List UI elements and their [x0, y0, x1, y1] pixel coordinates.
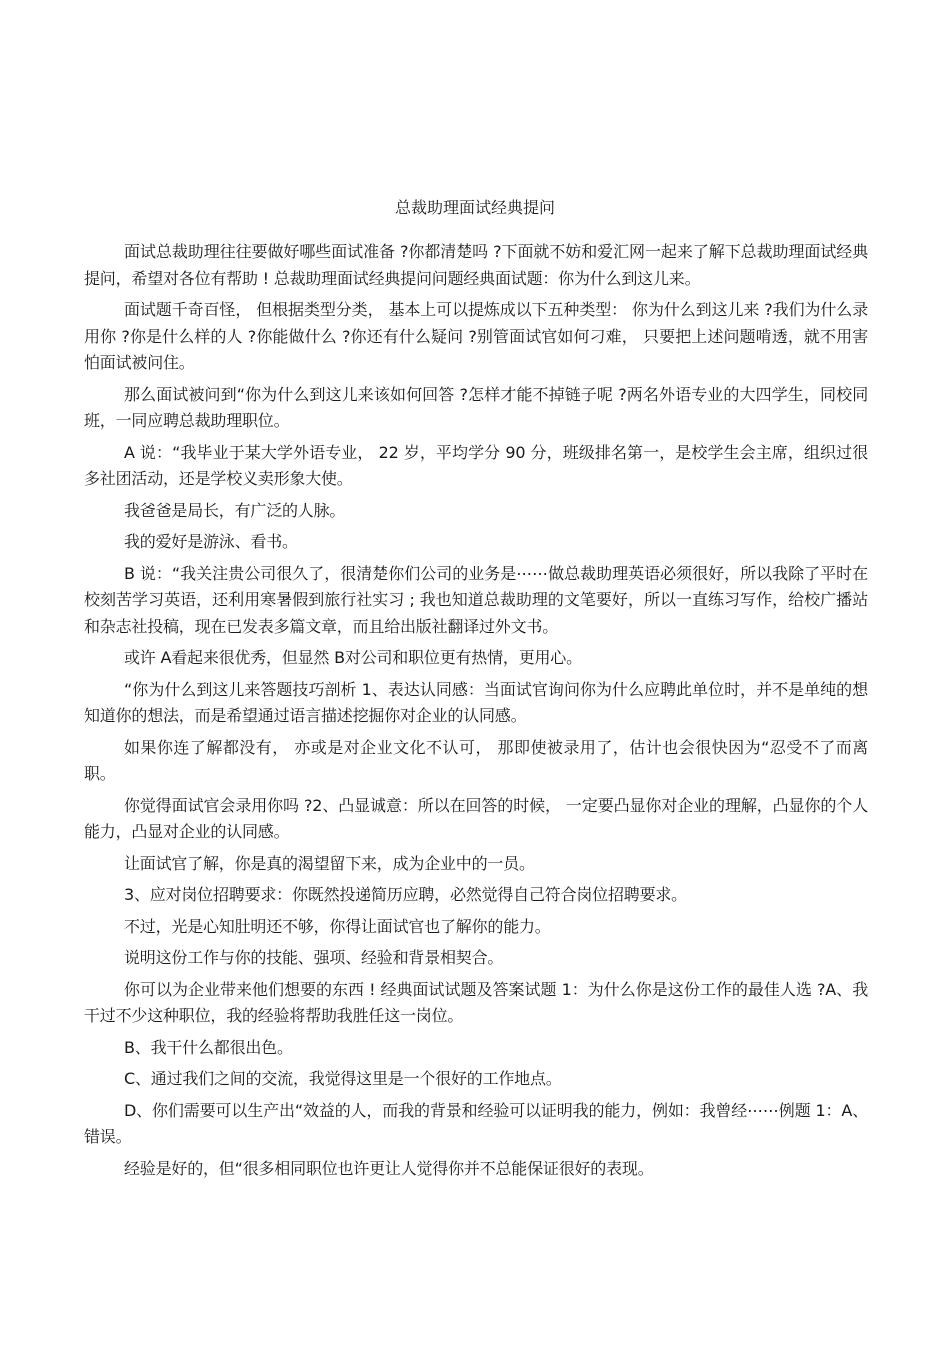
paragraph: 或许 A看起来很优秀，但显然 B对公司和职位更有热情，更用心。 [124, 648, 582, 667]
document-body [84, 239, 868, 1187]
paragraph: 不过，光是心知肚明还不够，你得让面试官也了解你的能力。 [124, 916, 551, 936]
paragraph: D、你们需要可以生产出“效益的人，而我的背景和经验可以证明我的能力，例如：我曾经⋯⋯例题 1：A、错误。 [84, 1100, 868, 1146]
paragraph: 经验是好的，但“很多相同职位也许更让人觉得你并不总能保证很好的表现。 [124, 1158, 654, 1178]
paragraph: 如果你连了解都没有， 亦或是对企业文化不认可， 那即使被录用了，估计也会很快因为“忍受不了而离职。 [84, 737, 868, 783]
paragraph: 面试总裁助理往往要做好哪些面试准备 ?你都清楚吗 ?下面就不妨和爱汇网一起来了解下总裁助理面试经典提问，希望对各位有帮助 ! 总裁助理面试经典提问问题经典面试题：你为什么到这儿来。 [84, 242, 868, 288]
paragraph: 3、应对岗位招聘要求：你既然投递简历应聘，必然觉得自己符合岗位招聘要求。 [124, 885, 687, 904]
paragraph: 我的爱好是游泳、看书。 [124, 532, 298, 551]
paragraph: “你为什么到这儿来答题技巧剖析 1、表达认同感：当面试官询问你为什么应聘此单位时，并不是单纯的想知道你的想法，而是希望通过语言描述挖掘你对企业的认同感。 [84, 679, 868, 725]
paragraph: C、通过我们之间的交流，我觉得这里是一个很好的工作地点。 [124, 1069, 562, 1088]
paragraph: 你可以为企业带来他们想要的东西 ! 经典面试试题及答案试题 1：为什么你是这份工作的最佳人选 ?A、我干过不少这种职位，我的经验将帮助我胜任这一岗位。 [84, 979, 868, 1025]
paragraph: 面试题千奇百怪， 但根据类型分类， 基本上可以提炼成以下五种类型： 你为什么到这儿来 ?我们为什么录用你 ?你是什么样的人 ?你能做什么 ?你还有什么疑问 ?别管面试官如何刁难， 只要把上述问题啃透，就不用害怕面试被问住。 [84, 300, 868, 372]
paragraph: 你觉得面试官会录用你吗 ?2、凸显诚意：所以在回答的时候， 一定要凸显你对企业的理解，凸显你的个人能力，凸显对企业的认同感。 [84, 795, 868, 841]
document-title: 总裁助理面试经典提问 [394, 198, 555, 217]
paragraph: B 说：“我关注贵公司很久了，很清楚你们公司的业务是⋯⋯做总裁助理英语必须很好，所以我除了平时在校刻苦学习英语，还利用寒暑假到旅行社实习 ; 我也知道总裁助理的文笔要好，所以一直练习写作，给校广播站和杂志社投稿，现在已发表多篇文章，而且给出版社翻译过外文书。 [84, 563, 868, 636]
paragraph: B、我干什么都很出色。 [124, 1037, 293, 1057]
paragraph: A 说：“我毕业于某大学外语专业， 22 岁，平均学分 90 分，班级排名第一，是校学生会主席，组织过很多社团活动，还是学校义卖形象大使。 [84, 442, 868, 488]
paragraph: 那么面试被问到“你为什么到这儿来该如何回答 ?怎样才能不掉链子呢 ?两名外语专业的大四学生，同校同班，一同应聘总裁助理职位。 [84, 384, 868, 430]
paragraph: 让面试官了解，你是真的渴望留下来，成为企业中的一员。 [124, 853, 535, 873]
paragraph: 我爸爸是局长，有广泛的人脉。 [124, 500, 346, 520]
paragraph: 说明这份工作与你的技能、强项、经验和背景相契合。 [124, 948, 504, 967]
